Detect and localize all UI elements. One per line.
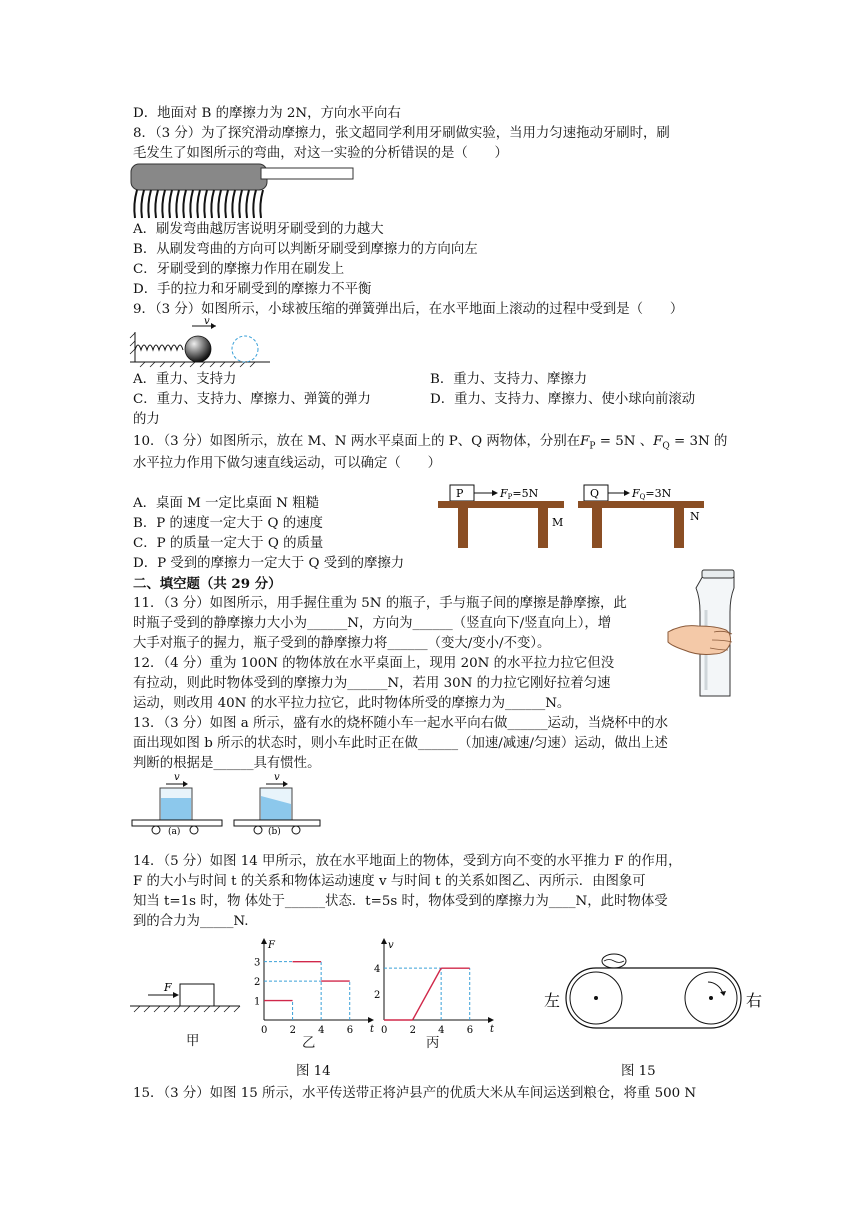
velocity-label: v xyxy=(204,316,210,327)
y-tick-label: 1 xyxy=(254,996,261,1008)
x-tick-label: 6 xyxy=(346,1025,354,1036)
q12-line1: 12．（4 分）重为 100N 的物体放在水平桌面上，现用 20N 的水平拉力拉它但没 xyxy=(133,656,615,671)
conveyor-belt-figure xyxy=(540,952,770,1034)
figure-15-caption: 图 15 xyxy=(621,1064,656,1079)
x-tick-label: 0 xyxy=(381,1025,388,1036)
spring-ball-figure xyxy=(130,318,270,368)
q7-option-d: D．地面对 B 的摩擦力为 2N，方向水平向右 xyxy=(133,106,401,121)
figure-14-caption: 图 14 xyxy=(296,1064,331,1079)
q8-option-a: A．刷发弯曲越厉害说明牙刷受到的力越大 xyxy=(133,222,384,237)
q14-line3: 知当 t=1s 时，物 体处于______状态．t=5s 时，物体受到的摩擦力为____N，此时物体受 xyxy=(133,894,668,909)
tables-figure xyxy=(438,482,718,550)
q8-option-d: D．手的拉力和牙刷受到的摩擦力不平衡 xyxy=(133,282,372,297)
x-axis-arrow xyxy=(488,1017,494,1023)
q11-line2: 时瓶子受到的静摩擦力大小为______N，方向为______（竖直向下/竖直向上），增 xyxy=(133,616,612,631)
q13-line1: 13．（3 分）如图 a 所示，盛有水的烧杯随小车一起水平向右做______运动，当烧杯中的水 xyxy=(133,716,669,731)
velocity-segment xyxy=(413,968,442,1020)
fig-yi-label: 乙 xyxy=(302,1036,316,1051)
bottle-hand-figure xyxy=(668,570,748,700)
table-m-label: M xyxy=(552,516,564,529)
push-block-figure xyxy=(130,978,240,1018)
force-time-chart xyxy=(250,938,380,1034)
table-n-label: N xyxy=(690,510,700,523)
q8-option-b: B．从刷发弯曲的方向可以判断牙刷受到摩擦力的方向向左 xyxy=(133,242,478,257)
right-label: 右 xyxy=(746,991,763,1010)
toothbrush-figure xyxy=(131,162,357,222)
fig-jia-label: 甲 xyxy=(186,1034,200,1049)
q10-stem-line2: 水平拉力作用下做匀速直线运动，可以确定（ ） xyxy=(133,456,441,471)
q10-stem-line1: 10．（3 分）如图所示，放在 M、N 两水平桌面上的 P、Q 两物体，分别在$F_P = 5N$ 、$F_Q = 3N$ 的 xyxy=(133,434,728,452)
q10-option-d: D．P 受到的摩擦力一定大于 Q 受到的摩擦力 xyxy=(133,556,405,571)
x-tick-label: 6 xyxy=(466,1025,474,1036)
x-tick-label: 0 xyxy=(261,1025,268,1036)
velocity-a-label: v xyxy=(174,772,180,783)
x-tick-label: 4 xyxy=(438,1025,445,1036)
y-axis-label: v xyxy=(388,940,394,951)
x-tick-label: 2 xyxy=(409,1025,416,1036)
beaker-cart-figure xyxy=(132,772,322,837)
y-tick-label: 4 xyxy=(374,964,381,976)
section-2-heading: 二、填空题（共 29 分） xyxy=(133,576,282,592)
q14-line1: 14．（5 分）如图 14 甲所示，放在水平地面上的物体，受到方向不变的水平推力 F 的作用， xyxy=(133,854,682,869)
q8-stem-line2: 毛发生了如图所示的弯曲，对这一实验的分析错误的是（ ） xyxy=(133,146,508,161)
q12-line3: 运动，则改用 40N 的水平拉力拉它，此时物体所受的摩擦力为______N。 xyxy=(133,696,571,711)
force-fp-label: FP=5N xyxy=(500,487,539,501)
q8-option-c: C．牙刷受到的摩擦力作用在刷发上 xyxy=(133,262,345,277)
q9-option-d: D．重力、支持力、摩擦力、使小球向前滚动 xyxy=(430,392,696,407)
force-f-label: F xyxy=(164,981,172,994)
q13-line2: 面出现如图 b 所示的状态时，则小车此时正在做______（加速/减速/匀速）运动，做出上述 xyxy=(133,736,668,751)
q14-line2: F 的大小与时间 t 的关系和物体运动速度 v 与时间 t 的关系如图乙、丙所示．由图象可 xyxy=(133,874,646,889)
q10-option-b: B．P 的速度一定大于 Q 的速度 xyxy=(133,516,323,531)
velocity-b-label: v xyxy=(274,772,280,783)
y-tick-label: 2 xyxy=(254,977,261,989)
q11-line3: 大手对瓶子的握力，瓶子受到的静摩擦力将______（变大/变小/不变）。 xyxy=(133,636,551,651)
q13-line3: 判断的根据是______具有惯性。 xyxy=(133,756,321,771)
y-axis-arrow xyxy=(261,938,267,944)
velocity-time-chart xyxy=(370,938,500,1034)
q9-option-c: C．重力、支持力、摩擦力、弹簧的弹力 xyxy=(133,392,371,407)
y-axis-arrow xyxy=(381,938,387,944)
x-axis-label: t xyxy=(490,1024,495,1035)
q8-stem-line1: 8．（3 分）为了探究滑动摩擦力，张文超同学利用牙刷做实验，当用力匀速拖动牙刷时，刷 xyxy=(133,126,670,141)
fig-bing-label: 丙 xyxy=(426,1036,440,1051)
y-tick-label: 2 xyxy=(374,990,381,1002)
q9-option-d-cont: 的力 xyxy=(133,412,160,427)
q14-line4: 到的合力为_____N. xyxy=(133,914,249,929)
q10-option-a: A．桌面 M 一定比桌面 N 粗糙 xyxy=(133,496,320,511)
y-tick-label: 3 xyxy=(254,957,261,969)
x-axis-label: t xyxy=(370,1024,375,1035)
x-tick-label: 2 xyxy=(289,1025,296,1036)
q10-option-c: C．P 的质量一定大于 Q 的质量 xyxy=(133,536,324,551)
q12-line2: 有拉动，则此时物体受到的摩擦力为______N，若用 30N 的力拉它刚好拉着匀速 xyxy=(133,676,611,691)
left-label: 左 xyxy=(544,991,561,1010)
y-axis-label: F xyxy=(268,940,275,951)
force-fq-label: FQ=3N xyxy=(632,487,672,501)
block-q-label: Q xyxy=(590,487,600,500)
q15-line1: 15．（3 分）如图 15 所示，水平传送带正将泸县产的优质大米从车间运送到粮仓，将重 500 N xyxy=(133,1086,697,1101)
block-p-label: P xyxy=(456,487,464,500)
q11-line1: 11．（3 分）如图所示，用手握住重为 5N 的瓶子，手与瓶子间的摩擦是静摩擦，此 xyxy=(133,596,627,611)
q9-option-b: B．重力、支持力、摩擦力 xyxy=(430,372,588,387)
q9-option-a: A．重力、支持力 xyxy=(133,372,237,387)
x-tick-label: 4 xyxy=(318,1025,325,1036)
label-a: (a) xyxy=(168,827,181,837)
label-b: (b) xyxy=(268,827,281,837)
q9-stem: 9．（3 分）如图所示，小球被压缩的弹簧弹出后，在水平地面上滚动的过程中受到是（ ） xyxy=(133,302,684,317)
